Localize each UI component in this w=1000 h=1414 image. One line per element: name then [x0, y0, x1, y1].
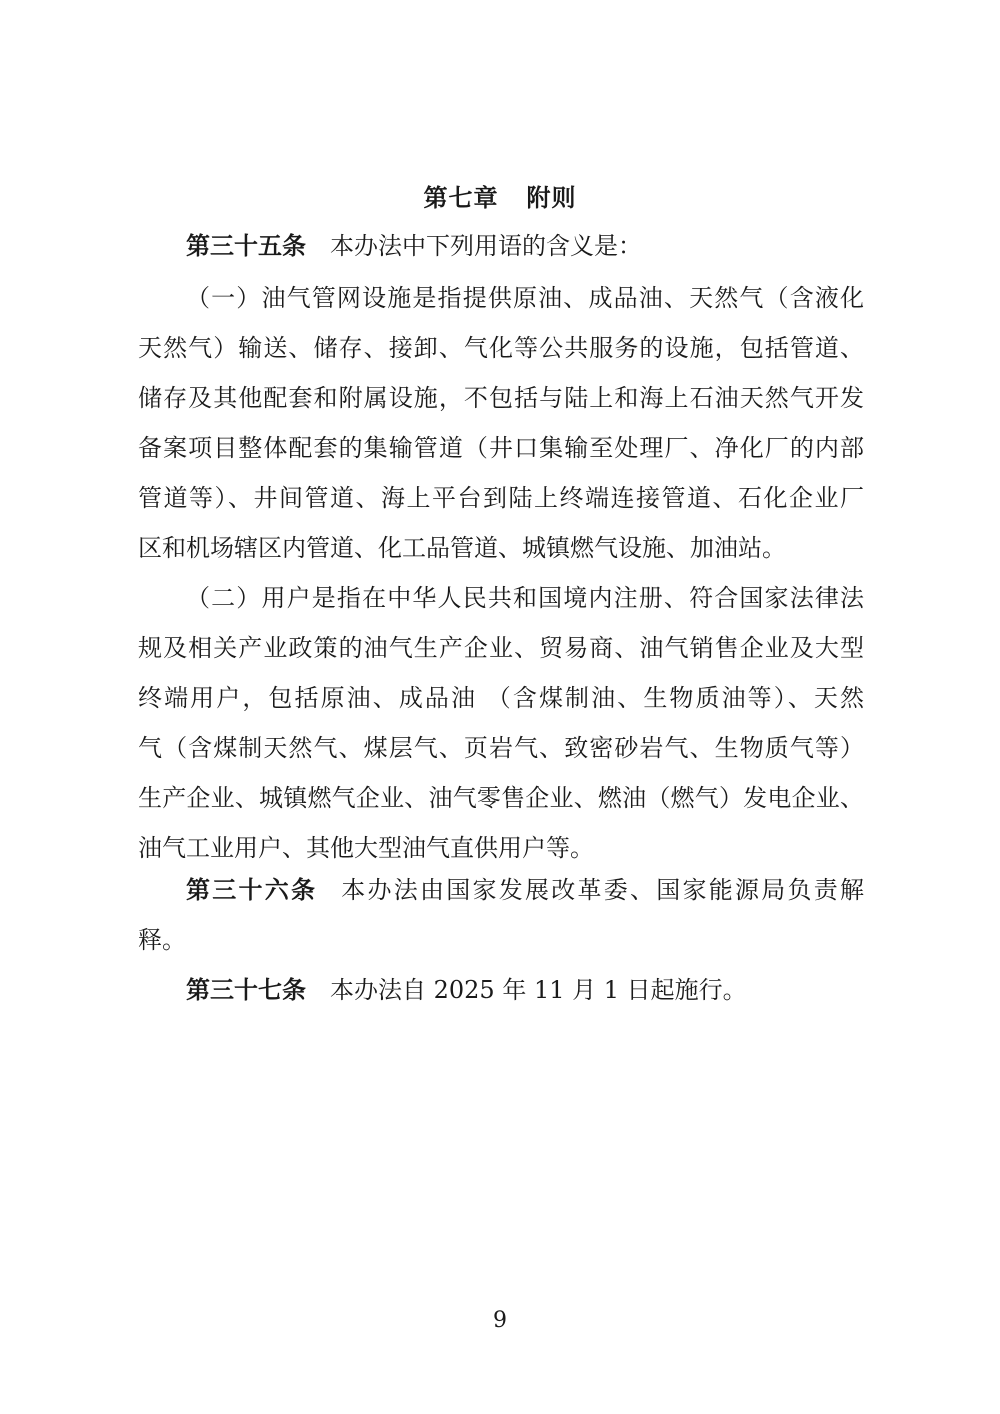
- article-37-label: 第三十七条: [186, 976, 306, 1004]
- item-1-line: 天然气）输送、储存、接卸、气化等公共服务的设施，包括管道、: [138, 334, 864, 362]
- article-36-continuation: 释。: [138, 926, 186, 954]
- article-36-line: [138, 870, 864, 910]
- item-1-line: 管道等）、井间管道、海上平台到陆上终端连接管道、石化企业厂: [138, 484, 864, 512]
- item-1-line: （一）油气管网设施是指提供原油、成品油、天然气（含液化: [186, 284, 864, 312]
- item-2-line: 气（含煤制天然气、煤层气、页岩气、致密砂岩气、生物质气等）: [138, 734, 864, 762]
- item-2-line: 生产企业、城镇燃气企业、油气零售企业、燃油（燃气）发电企业、: [138, 784, 864, 812]
- item-1-line: 区和机场辖区内管道、化工品管道、城镇燃气设施、加油站。: [138, 534, 786, 562]
- item-2-line: （二）用户是指在中华人民共和国境内注册、符合国家法律法: [186, 584, 864, 612]
- chapter-title: 附则: [526, 184, 577, 212]
- article-35-intro: 本办法中下列用语的含义是：: [330, 232, 642, 260]
- item-1-line: 备案项目整体配套的集输管道（井口集输至处理厂、净化厂的内部: [138, 434, 864, 462]
- article-35-label: 第三十五条: [186, 232, 306, 260]
- article-37-text: 本办法自 2025 年 11 月 1 日起施行。: [330, 976, 747, 1004]
- item-1-line: 储存及其他配套和附属设施，不包括与陆上和海上石油天然气开发: [138, 384, 864, 412]
- article-36-label: 第三十六条: [186, 876, 318, 904]
- chapter-heading: [0, 180, 1000, 216]
- item-2-line: 终端用户，包括原油、成品油 （含煤制油、生物质油等）、天然: [138, 684, 864, 712]
- article-37-line: [138, 970, 864, 1010]
- article-35-heading: [138, 226, 864, 266]
- article-36-text: 本办法由国家发展改革委、国家能源局负责解: [341, 876, 864, 904]
- page-number: 9: [493, 1308, 507, 1333]
- item-2-line: 规及相关产业政策的油气生产企业、贸易商、油气销售企业及大型: [138, 634, 864, 662]
- item-2-line: 油气工业用户、其他大型油气直供用户等。: [138, 834, 594, 862]
- chapter-number: 第七章: [423, 184, 499, 212]
